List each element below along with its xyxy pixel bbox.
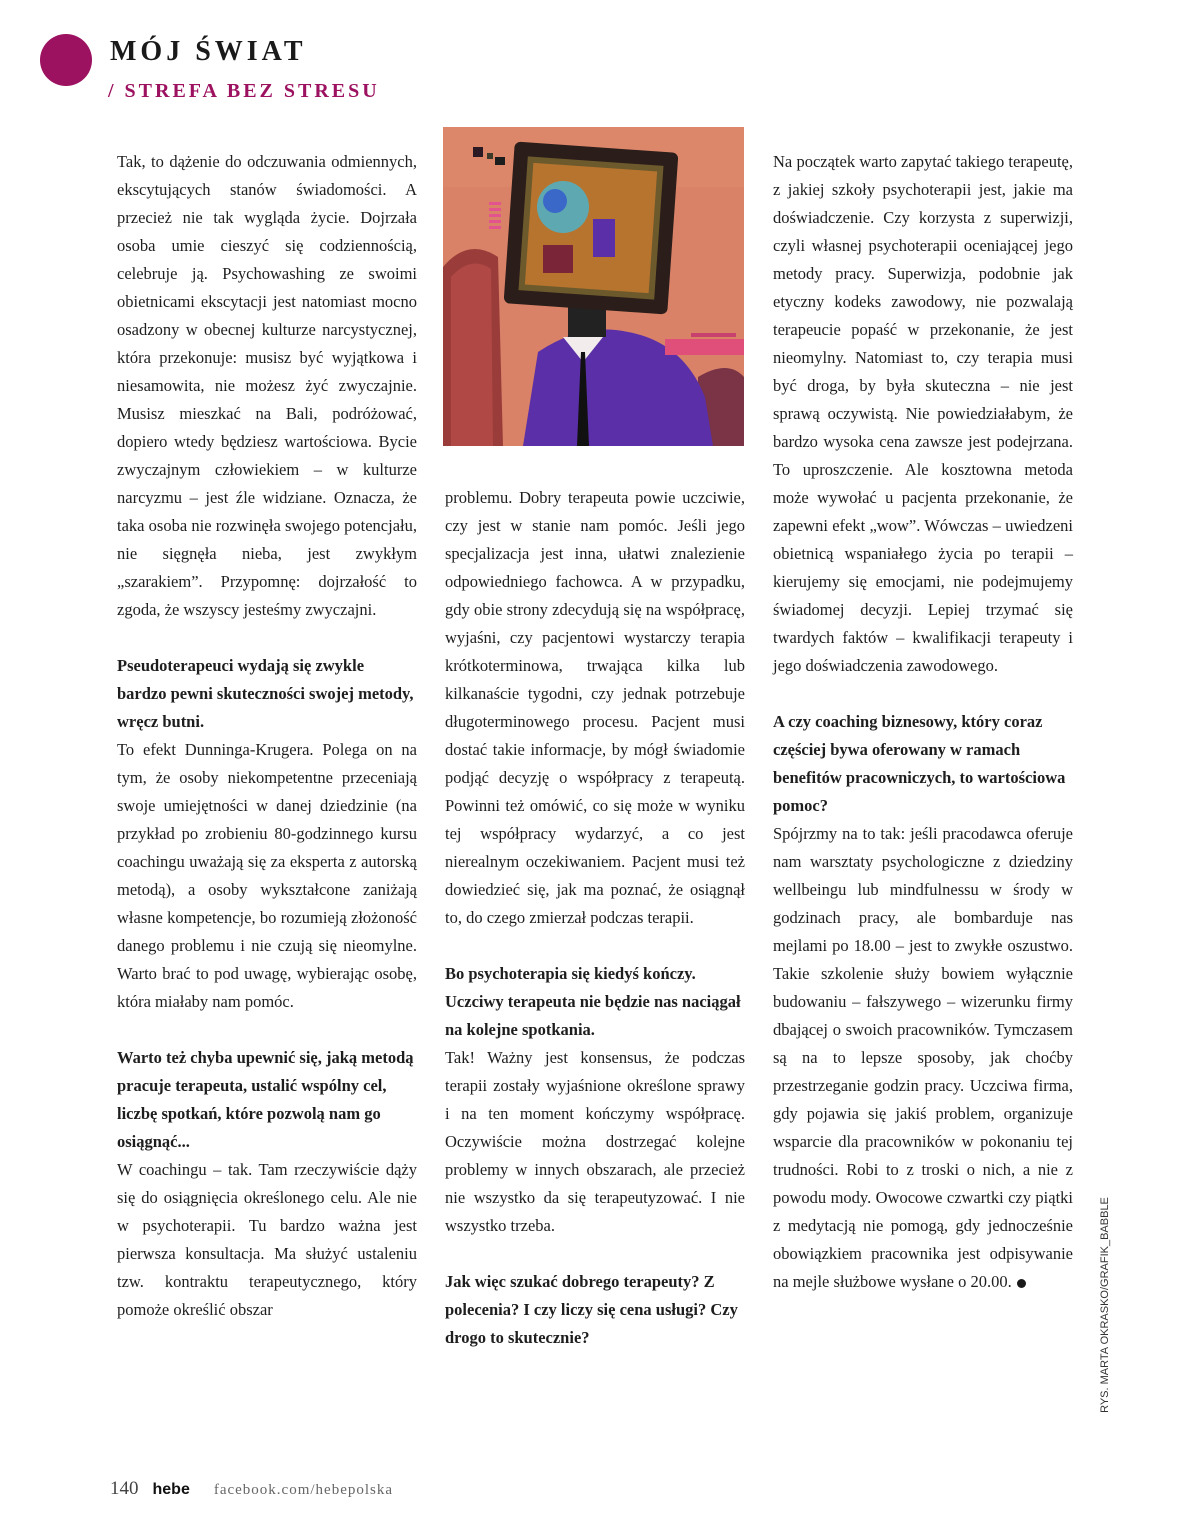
body-paragraph: problemu. Dobry terapeuta powie uczciwie, czy jest w stanie nam pomóc. Jeśli jego specjalizacja jest inna, ułatwi znalezienie odpowiedniego fachowca. A w przypadku, gdy obie strony zdecydują się na współpracę, wyjaśni, czy pacjentowi wystarczy terapia krótkoterminowa, trwająca kilka lub kilkanaście tygodni, czy jednak potrzebuje długoterminowego procesu. Pacjent musi dostać takie informacje, by mógł świadomie podjąć decyzję o współpracy z terapeutą. Powinni też omówić, co się może w wyniku tej współpracy wydarzyć, a co jest nierealnym oczekiwaniem. Pacjent musi też dowiedzieć się, jak ma poznać, że osiągnął to, do czego zmierzał podczas terapii. [445,488,745,927]
interview-question: Pseudoterapeuci wydają się zwykle bardzo pewni skuteczności swojej metody, wręcz butni. [117,656,414,731]
interview-question: Warto też chyba upewnić się, jaką metodą pracuje terapeuta, ustalić wspólny cel, liczbę spotkań, które pozwolą nam go osiągnąć... [117,1048,414,1151]
section-title: MÓJ ŚWIAT [110,36,307,67]
interview-question: A czy coaching biznesowy, który coraz częściej bywa oferowany w ramach benefitów pracowniczych, to wartościowa pomoc? [773,712,1066,815]
article-column-1 [117,148,417,1324]
end-mark-icon [1017,1279,1026,1288]
body-paragraph: To efekt Dunninga-Krugera. Polega on na tym, że osoby niekompetentne przeceniają swoje umiejętności w danej dziedzinie (na przykład po zrobieniu 80-godzinnego kursu coachingu uważają się za eksperta z autorską metodą), a osoby wykształcone zaniżają własne kompetencje, bo rozumieją złożoność danego problemu i nie czują się nieomylne. Warto brać to pod uwagę, wybierając osobę, która miałaby nam pomóc. [117,740,417,1011]
illustration-credit-text: RYS. MARTA OKRASKO/GRAFIK_BABBLE [1099,1197,1111,1413]
page-number: 140 [110,1478,139,1499]
body-paragraph: Na początek warto zapytać takiego terapeutę, z jakiej szkoły psychoterapii jest, jakie ma doświadczenie. Czy korzysta z superwizji, czyli własnej psychoterapii oceniającej jego metody pracy. Superwizja, podobnie jak etyczny kodeks zawodowy, nie pozwalają terapeucie popaść w przekonanie, że jest nieomylny. Natomiast to, czy terapia musi być droga, by była skuteczna – nie jest sprawą oczywistą. Nie powiedziałabym, że bardzo wysoka cena zawsze jest podejrzana. To uproszczenie. Ale kosztowna metoda może wywołać u pacjenta przekonanie, że zapewni efekt „wow”. Wówczas – uwiedzeni obietnicą wspaniałego życia po terapii – kierujemy się emocjami, nie podejmujemy świadomej decyzji. Lepiej trzymać się twardych faktów – kwalifikacji terapeuty i jego doświadczenia zawodowego. [773,152,1073,675]
paragraph-gap [117,624,417,652]
paragraph-gap [445,932,745,960]
article-column-3 [773,148,1073,1296]
paragraph-gap [773,680,1073,708]
paragraph-gap [117,1016,417,1044]
interview-question: Jak więc szukać dobrego terapeuty? Z polecenia? I czy liczy się cena usługi? Czy drogo to skutecznie? [445,1272,738,1347]
body-paragraph: Tak, to dążenie do odczuwania odmiennych, ekscytujących stanów świadomości. A przecież nie tak wygląda życie. Dojrzała osoba umie cieszyć się codziennością, celebruje ją. Psychowashing ze swoimi obietnicami ekscytacji jest natomiast mocno osadzony w obecnej kulturze narcystycznej, która przekonuje: musisz być wyjątkowa i niesamowita, nie możesz żyć zwyczajnie. Musisz mieszkać na Bali, podróżować, dopiero wtedy będziesz wartościowa. Bycie zwyczajnym człowiekiem – w kulturze narcyzmu – jest źle widziane. Oznacza, że taka osoba nie rozwinęła swojego potencjału, nie sięgnęła nieba, jest zwykłym „szarakiem”. Przypomnę: dojrzałość to zgoda, że wszyscy jesteśmy zwyczajni. [117,152,417,619]
body-paragraph: Spójrzmy na to tak: jeśli pracodawca oferuje nam warsztaty psychologiczne z dziedziny wellbeingu lub mindfulnessu w środy w godzinach pracy, ale bombarduje nas mejlami po 18.00 – jest to zwykłe oszustwo. Takie szkolenie służy bowiem wyłącznie budowaniu – fałszywego – wizerunku firmy dbającej o swoich pracowników. Tymczasem są na to lepsze sposoby, jak choćby przestrzeganie godzin pracy. Uczciwa firma, gdy pojawia się jakiś problem, organizuje wsparcie dla pracowników w pokonaniu tej trudności. Robi to z troski o nich, a nie z powodu mody. Owocowe czwartki czy piątki z medytacją nie pomogą, gdy jednocześnie obowiązkiem pracownika jest odpisywanie na mejle służbowe wysłane o 20.00. [773,824,1073,1291]
article-column-2 [445,484,745,1352]
brand-logo: hebe [152,1481,190,1498]
body-paragraph: Tak! Ważny jest konsensus, że podczas terapii zostały wyjaśnione określone sprawy i na ten moment kończymy współpracę. Oczywiście można dostrzegać kolejne problemy w innych obszarach, ale przecież nie wszystko da się terapeutyzować. I nie wszystko trzeba. [445,1048,745,1235]
illustration-art [443,127,744,446]
illustration-tv-head-man [443,127,744,446]
page-footer [110,1478,393,1502]
paragraph-gap [445,1240,745,1268]
interview-question: Bo psychoterapia się kiedyś kończy. Uczciwy terapeuta nie będzie nas naciągał na kolejne spotkania. [445,964,741,1039]
section-marker-dot [40,34,92,86]
body-paragraph: W coachingu – tak. Tam rzeczywiście dąży się do osiągnięcia określonego celu. Ale nie w psychoterapii. Tu bardzo ważna jest pierwsza konsultacja. Ma służyć ustaleniu tzw. kontraktu terapeutycznego, który pomoże określić obszar [117,1160,417,1319]
illustration-credit [1095,1190,1115,1420]
facebook-url: facebook.com/hebepolska [213,1482,394,1498]
section-subtitle: / STREFA BEZ STRESU [108,80,380,102]
